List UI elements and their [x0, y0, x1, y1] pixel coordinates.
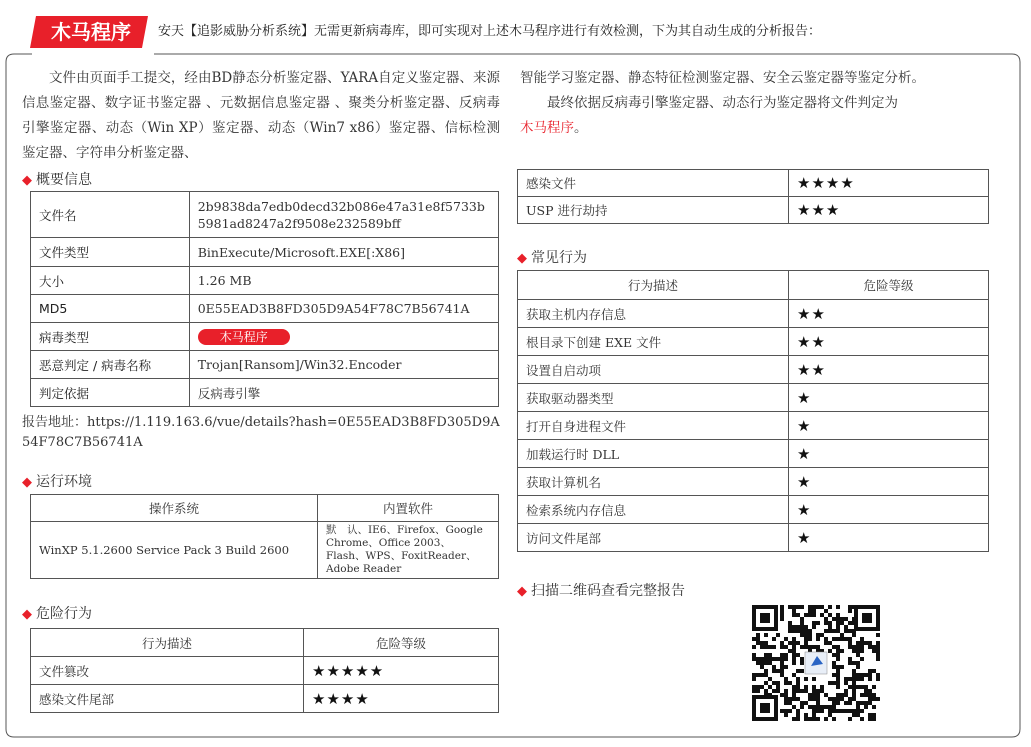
- danger-desc: 文件篡改: [31, 657, 304, 685]
- env-header-os: 操作系统: [31, 495, 318, 522]
- common-stars: ★: [789, 384, 989, 412]
- report-address: 报告地址：https://1.119.163.6/vue/details?hash=0E55EAD3B8FD305D9A54F78C7B56741A: [22, 415, 500, 450]
- table-row: [518, 271, 989, 300]
- table-row: [31, 629, 499, 657]
- table-row: [31, 522, 499, 579]
- common-stars: ★★: [789, 328, 989, 356]
- qr-title-text: 扫描二维码查看完整报告: [531, 583, 685, 599]
- summary-verdict: [520, 120, 574, 136]
- danger-table-part2: [517, 169, 989, 224]
- danger-stars: ★★★★★: [304, 657, 499, 685]
- common-stars: ★: [789, 496, 989, 524]
- table-row: [518, 328, 989, 356]
- table-row: [31, 267, 499, 295]
- table-row: [31, 323, 499, 351]
- env-os: WinXP 5.1.2600 Service Pack 3 Build 2600: [31, 522, 318, 579]
- overview-value: 反病毒引擎: [189, 379, 498, 407]
- overview-table: [30, 191, 499, 407]
- table-row: [518, 412, 989, 440]
- table-row: [518, 524, 989, 552]
- danger-title: [22, 603, 92, 623]
- common-header-desc: 行为描述: [518, 271, 789, 300]
- common-title-text: 常见行为: [531, 250, 587, 266]
- common-stars: ★: [789, 440, 989, 468]
- table-row: [518, 384, 989, 412]
- danger-desc: 感染文件尾部: [31, 685, 304, 713]
- table-row: [518, 496, 989, 524]
- overview-title: [22, 169, 92, 189]
- common-desc: 获取计算机名: [518, 468, 789, 496]
- common-stars: ★★: [789, 356, 989, 384]
- table-row: [31, 351, 499, 379]
- overview-value: 0E55EAD3B8FD305D9A54F78C7B56741A: [189, 295, 498, 323]
- table-row: [31, 685, 499, 713]
- badge-title: 木马程序: [51, 20, 131, 44]
- danger-title-text: 危险行为: [36, 606, 92, 622]
- overview-value: 1.26 MB: [189, 267, 498, 295]
- danger-stars: ★★★★: [304, 685, 499, 713]
- danger-desc: USP 进行劫持: [518, 197, 789, 224]
- diamond-icon: ◆: [22, 475, 32, 490]
- summary-paragraph-2: [520, 66, 1004, 141]
- common-stars: ★: [789, 412, 989, 440]
- common-stars: ★: [789, 524, 989, 552]
- qr-title: [517, 580, 685, 600]
- table-row: [518, 468, 989, 496]
- common-table: [517, 270, 989, 552]
- diamond-icon: ◆: [22, 607, 32, 622]
- env-header-software: 内置软件: [318, 495, 499, 522]
- overview-key: MD5: [31, 295, 190, 323]
- summary-period: 。: [574, 120, 588, 136]
- danger-header-desc: 行为描述: [31, 629, 304, 657]
- common-stars: ★★: [789, 300, 989, 328]
- table-row: [518, 356, 989, 384]
- diamond-icon: ◆: [517, 584, 527, 599]
- table-row: [31, 379, 499, 407]
- overview-key: 文件类型: [31, 238, 190, 267]
- diamond-icon: ◆: [22, 173, 32, 188]
- summary-line-2-text: 最终依据反病毒引擎鉴定器、动态行为鉴定器将文件判定为: [547, 95, 898, 111]
- summary-line-2: [520, 91, 1004, 116]
- table-row: [518, 197, 989, 224]
- overview-key: 大小: [31, 267, 190, 295]
- danger-header-level: 危险等级: [304, 629, 499, 657]
- common-desc: 访问文件尾部: [518, 524, 789, 552]
- overview-value: BinExecute/Microsoft.EXE[:X86]: [189, 238, 498, 267]
- common-stars: ★: [789, 468, 989, 496]
- overview-title-text: 概要信息: [36, 172, 92, 188]
- table-row: [31, 295, 499, 323]
- common-desc: 加载运行时 DLL: [518, 440, 789, 468]
- danger-stars: ★★★: [789, 197, 989, 224]
- overview-key: 判定依据: [31, 379, 190, 407]
- common-desc: 打开自身进程文件: [518, 412, 789, 440]
- common-desc: 设置自启动项: [518, 356, 789, 384]
- table-row: [31, 657, 499, 685]
- common-desc: 获取驱动器类型: [518, 384, 789, 412]
- danger-table-part1: [30, 628, 499, 713]
- common-desc: 根目录下创建 EXE 文件: [518, 328, 789, 356]
- common-desc: 获取主机内存信息: [518, 300, 789, 328]
- diamond-icon: ◆: [517, 251, 527, 266]
- overview-key: 文件名: [31, 192, 190, 238]
- table-row: [31, 238, 499, 267]
- header-intro: 安天【追影威胁分析系统】无需更新病毒库，即可实现对上述木马程序进行有效检测，下为其自动生成的分析报告：: [158, 24, 822, 39]
- common-desc: 检索系统内存信息: [518, 496, 789, 524]
- overview-value: 2b9838da7edb0decd32b086e47a31e8f5733b5981ad8247a2f9508e232589bff: [189, 192, 498, 238]
- table-row: [31, 495, 499, 522]
- overview-key: 恶意判定 / 病毒名称: [31, 351, 190, 379]
- table-row: [31, 192, 499, 238]
- virus-type-badge: 木马程序: [198, 329, 290, 345]
- danger-stars: ★★★★: [789, 170, 989, 197]
- verdict-text: 木马程序: [520, 120, 574, 136]
- table-row: [518, 170, 989, 197]
- qr-code[interactable]: [751, 604, 881, 722]
- overview-value: [189, 323, 498, 351]
- overview-value: Trojan[Ransom]/Win32.Encoder: [189, 351, 498, 379]
- table-row: [518, 440, 989, 468]
- common-title: [517, 247, 587, 267]
- header-badge: [30, 14, 148, 50]
- summary-line-1: 智能学习鉴定器、静态特征检测鉴定器、安全云鉴定器等鉴定分析。: [520, 70, 925, 86]
- table-row: [518, 300, 989, 328]
- environment-title: [22, 471, 92, 491]
- danger-desc: 感染文件: [518, 170, 789, 197]
- common-header-level: 危险等级: [789, 271, 989, 300]
- environment-title-text: 运行环境: [36, 474, 92, 490]
- summary-paragraph-1: 文件由页面手工提交，经由BD静态分析鉴定器、YARA自定义鉴定器、来源信息鉴定器、数字证书鉴定器 、元数据信息鉴定器 、聚类分析鉴定器、反病毒引擎鉴定器、动态（Win XP）鉴定器、动态（Win7 x86）鉴定器、信标检测鉴定器、字符串分析鉴定器、: [22, 70, 500, 161]
- environment-table: [30, 494, 499, 579]
- env-software: 默 认、IE6、Firefox、Google Chrome、Office 2003、Flash、WPS、FoxitReader、Adobe Reader: [318, 522, 499, 579]
- overview-key: 病毒类型: [31, 323, 190, 351]
